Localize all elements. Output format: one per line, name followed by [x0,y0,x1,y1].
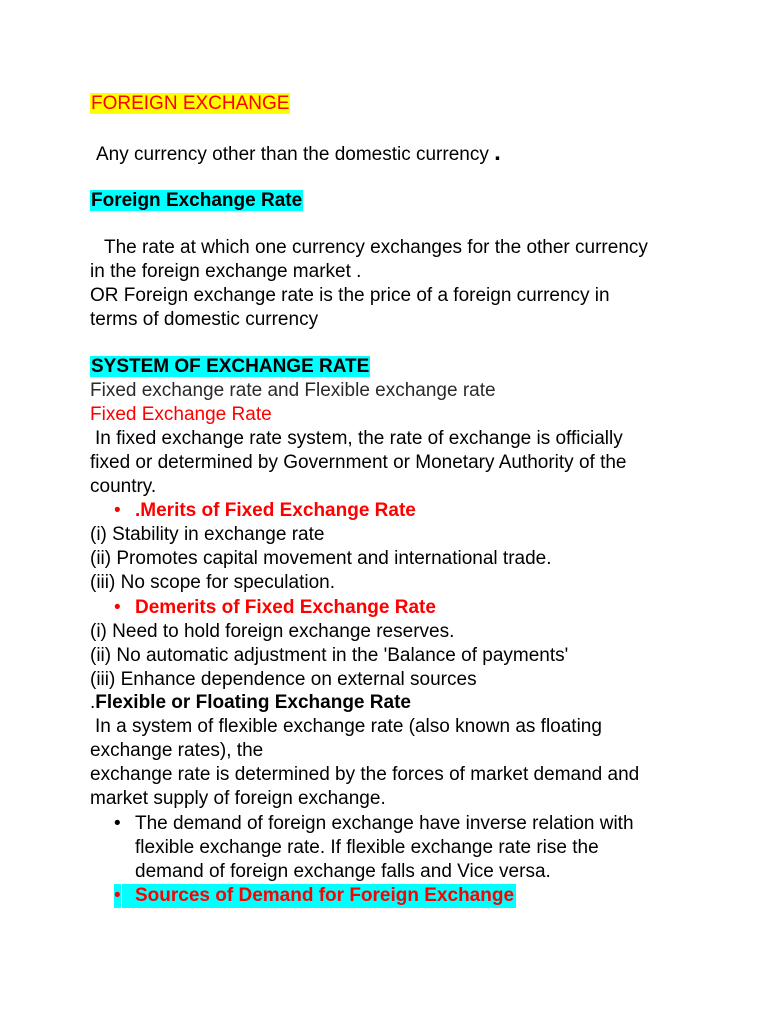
demand-bullet: • [114,813,121,834]
flexible-heading-prefix: . [90,692,96,713]
doc-title [90,92,290,116]
flexible-line-3: exchange rate is determined by the forces of market demand and [90,764,640,785]
sources-heading: Sources of Demand for Foreign Exchange [122,884,516,908]
merits-bullet: • [114,500,121,521]
demerit-item: (i) Need to hold foreign exchange reserves. [90,621,455,642]
flexible-line-4: market supply of foreign exchange. [90,788,386,809]
fixed-line-1: In fixed exchange rate system, the rate of exchange is officially [95,428,623,449]
demerit-item: (ii) No automatic adjustment in the 'Balance of payments' [90,645,569,666]
demand-line-1: The demand of foreign exchange have inverse relation with [135,813,634,834]
demerits-heading: Demerits of Fixed Exchange Rate [135,597,436,618]
demand-line-3: demand of foreign exchange falls and Vice versa. [135,861,551,882]
definition-text: Any currency other than the domestic currency [96,144,489,165]
fixed-line-3: country. [90,476,157,497]
definition-line [96,141,501,167]
merit-item: (ii) Promotes capital movement and international trade. [90,548,552,569]
flexible-heading-text: Flexible or Floating Exchange Rate [95,692,411,713]
system-heading [90,355,370,379]
sources-bullet: • [114,885,121,906]
demand-line-2: flexible exchange rate. If flexible exchange rate rise the [135,837,599,858]
fer-line-4: terms of domestic currency [90,309,319,330]
definition-period: . [494,139,501,166]
fer-line-1: The rate at which one currency exchanges for the other currency [104,237,648,258]
demerits-bullet: • [114,597,121,618]
system-heading-text: SYSTEM OF EXCHANGE RATE [91,356,370,377]
fixed-heading: Fixed Exchange Rate [90,404,272,425]
merit-item: (i) Stability in exchange rate [90,524,325,545]
flexible-line-2: exchange rates), the [90,740,264,761]
merit-item: (iii) No scope for speculation. [90,572,335,593]
merits-heading: .Merits of Fixed Exchange Rate [135,500,416,521]
flexible-line-1: In a system of flexible exchange rate (also known as floating [95,716,602,737]
fer-line-2: in the foreign exchange market . [90,261,362,282]
fer-heading-text: Foreign Exchange Rate [91,190,303,211]
system-line: Fixed exchange rate and Flexible exchange rate [90,380,496,401]
fer-line-3: OR Foreign exchange rate is the price of a foreign currency in [90,285,610,306]
demerit-item: (iii) Enhance dependence on external sources [90,669,477,690]
flexible-heading [90,691,411,715]
fixed-line-2: fixed or determined by Government or Monetary Authority of the [90,452,627,473]
fer-heading [90,189,303,213]
doc-title-text: FOREIGN EXCHANGE [91,93,290,114]
